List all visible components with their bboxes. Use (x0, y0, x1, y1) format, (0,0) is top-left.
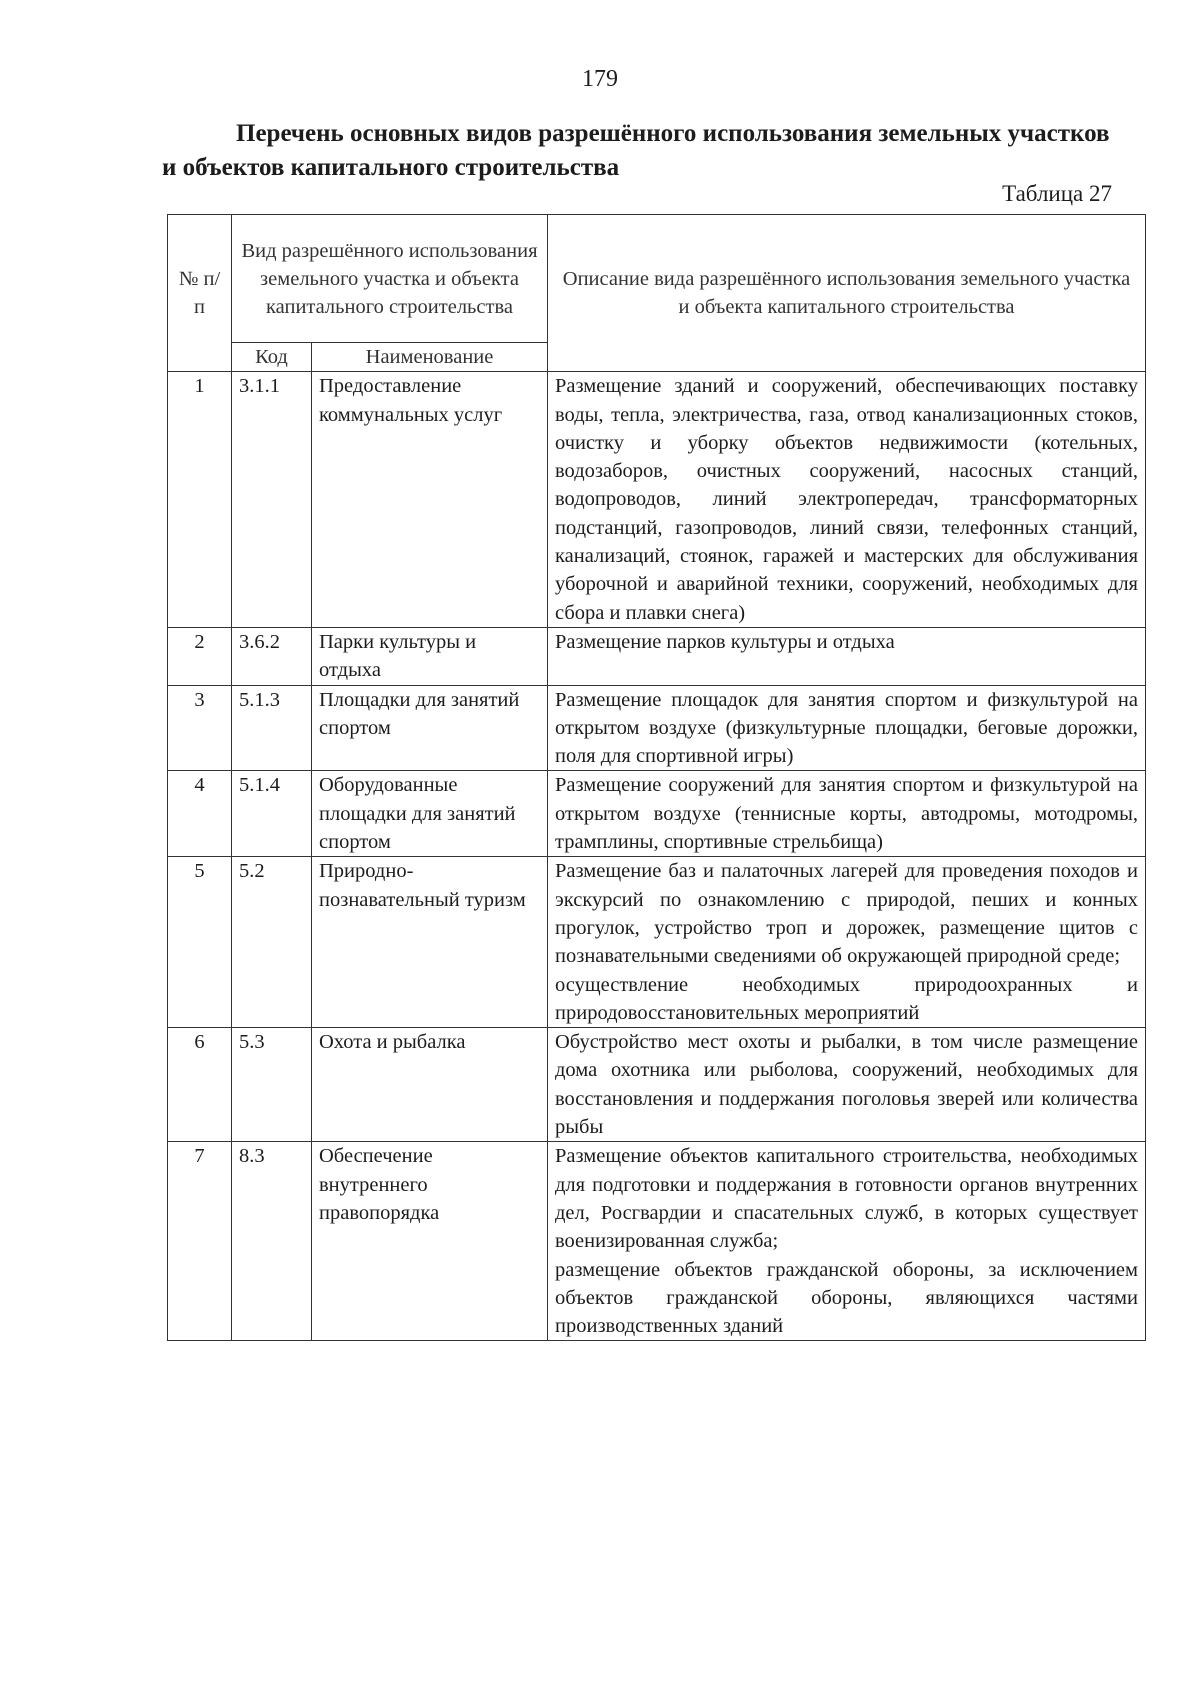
header-code: Код (232, 343, 312, 372)
row-code: 3.6.2 (232, 627, 312, 685)
row-name: Парки культуры и отдыха (312, 627, 548, 685)
row-description (548, 857, 1146, 1028)
row-number: 5 (168, 857, 232, 1028)
description-paragraph: Обустройство мест охоты и рыбалки, в том числе размещение дома охотника или рыболова, сооружений, необходимых для восстановления и поддержания поголовья зверей или количества рыбы (555, 1031, 1138, 1139)
row-code: 5.3 (232, 1028, 312, 1142)
description-paragraph: размещение объектов гражданской обороны, за исключением объектов гражданской обороны, являющихся частями производственных зданий (555, 1258, 1138, 1338)
description-paragraph: осуществление необходимых природоохранных и природовосстановительных мероприятий (555, 973, 1138, 1024)
land-use-table (167, 214, 1146, 1341)
row-code: 5.2 (232, 857, 312, 1028)
document-title: Перечень основных видов разрешённого использования земельных участков и объектов капитального строительства (162, 120, 1110, 181)
row-description (548, 685, 1146, 771)
row-code: 8.3 (232, 1142, 312, 1341)
row-code: 3.1.1 (232, 372, 312, 628)
row-name: Оборудованные площадки для занятий спортом (312, 771, 548, 857)
row-code: 5.1.3 (232, 685, 312, 771)
row-name: Площадки для занятий спортом (312, 685, 548, 771)
page-number: 179 (582, 66, 618, 92)
row-number: 2 (168, 627, 232, 685)
row-number: 3 (168, 685, 232, 771)
table-row (168, 1028, 1146, 1142)
table-row (168, 372, 1146, 628)
description-paragraph: Размещение площадок для занятия спортом и физкультурой на открытом воздухе (физкультурные площадки, беговые дорожки, поля для спортивной игры) (555, 688, 1138, 768)
description-paragraph: Размещение баз и палаточных лагерей для проведения походов и экскурсий по ознакомлению с природой, пеших и конных прогулок, устройство троп и дорожек, размещение щитов с познавательными сведениями об окружающей природной среде; (555, 860, 1138, 968)
description-paragraph: Размещение объектов капитального строительства, необходимых для подготовки и поддержания в готовности органов внутренних дел, Росгвардии и спасательных служб, в которых существует военизированная служба; (555, 1145, 1138, 1253)
row-description (548, 372, 1146, 628)
description-paragraph: Размещение сооружений для занятия спортом и физкультурой на открытом воздухе (теннисные корты, автодромы, мотодромы, трамплины, спортивные стрельбища) (555, 774, 1138, 854)
row-number: 1 (168, 372, 232, 628)
header-name: Наименование (312, 343, 548, 372)
table-row (168, 771, 1146, 857)
description-paragraph: Размещение парков культуры и отдыха (555, 630, 895, 653)
table-row (168, 857, 1146, 1028)
row-name: Охота и рыбалка (312, 1028, 548, 1142)
description-paragraph: Размещение зданий и сооружений, обеспечивающих поставку воды, тепла, электричества, газа, отвод канализационных стоков, очистку и уборку объектов недвижимости (котельных, водозаборов, очистных сооружений, насосных станций, водопроводов, линий электропередач, трансформаторных подстанций, газопроводов, линий связи, телефонных станций, канализаций, стоянок, гаражей и мастерских для обслуживания уборочной и аварийной техники, сооружений, необходимых для сбора и плавки снега) (555, 375, 1138, 624)
table-label: Таблица 27 (1002, 181, 1112, 206)
row-code: 5.1.4 (232, 771, 312, 857)
row-description (548, 771, 1146, 857)
table-row (168, 1142, 1146, 1341)
table-body (168, 372, 1146, 1341)
row-number: 4 (168, 771, 232, 857)
row-name: Предоставление коммунальных услуг (312, 372, 548, 628)
row-name: Обеспечение внутреннего правопорядка (312, 1142, 548, 1341)
row-description (548, 627, 1146, 685)
row-number: 7 (168, 1142, 232, 1341)
row-name: Природно-познавательный туризм (312, 857, 548, 1028)
row-number: 6 (168, 1028, 232, 1142)
table-row (168, 685, 1146, 771)
row-description (548, 1142, 1146, 1341)
header-kind: Вид разрешённого использования земельного участка и объекта капитального строительства (232, 215, 548, 343)
header-num: № п/п (168, 215, 232, 372)
table-row (168, 627, 1146, 685)
header-description: Описание вида разрешённого использования земельного участка и объекта капитального строительства (548, 215, 1146, 372)
row-description (548, 1028, 1146, 1142)
